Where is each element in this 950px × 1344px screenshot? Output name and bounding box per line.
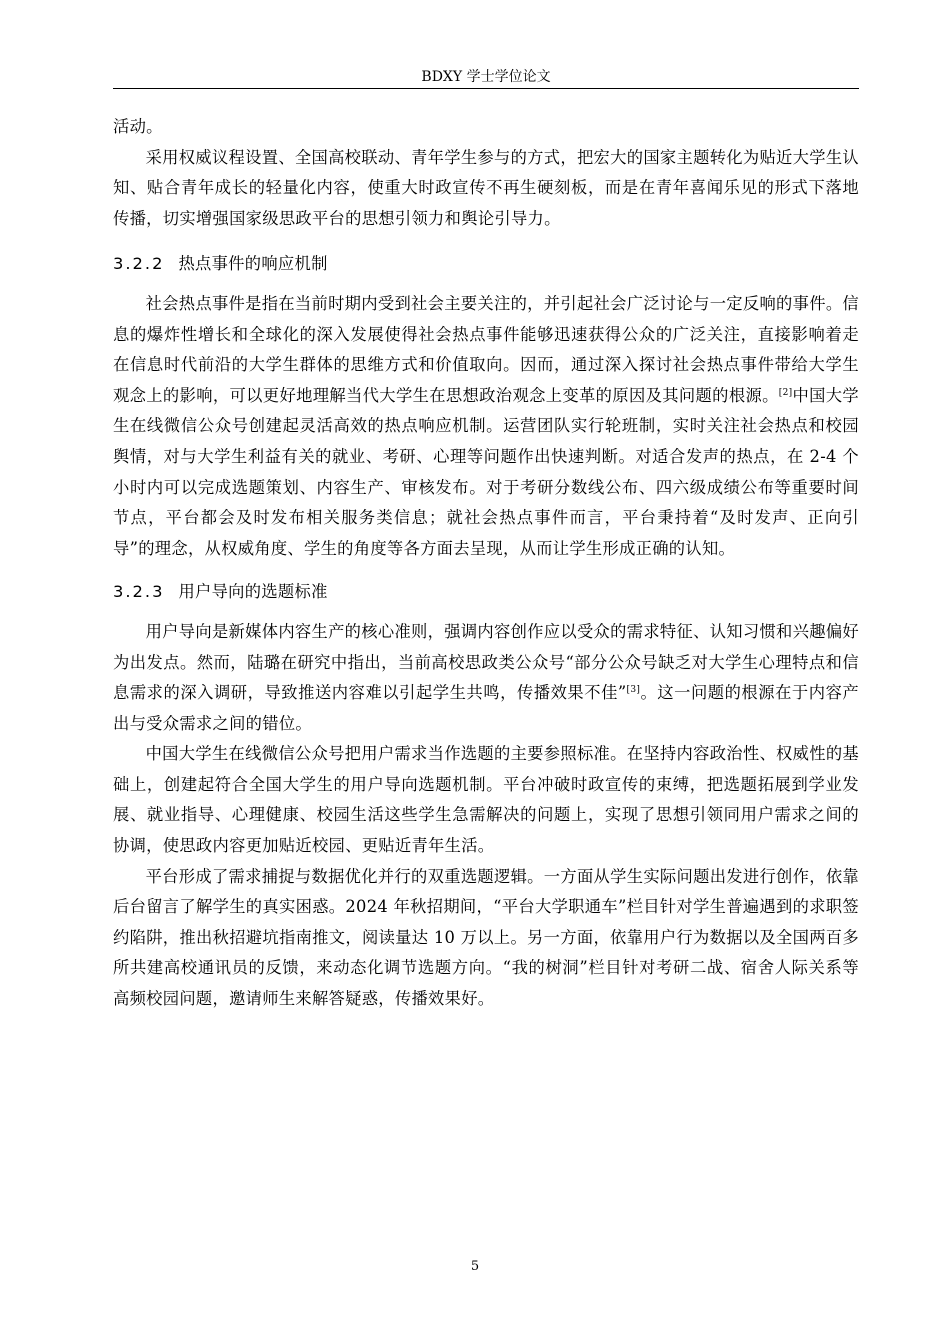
section-title: 用户导向的选题标准 — [178, 582, 328, 602]
paragraph — [113, 289, 859, 564]
section-heading-3-2-2 — [113, 249, 859, 280]
citation-ref: [2] — [778, 387, 793, 398]
paragraph — [113, 617, 859, 739]
paragraph: 平台形成了需求捕捉与数据优化并行的双重选题逻辑。一方面从学生实际问题出发进行创作，依靠后台留言了解学生的真实困惑。2024 年秋招期间，“平台大学职通车”栏目针对学生普遍遇到的求职签约陷阱，推出秋招避坑指南推文，阅读量达 10 万以上。另一方面，依靠用户行为数据以及全国两百多所共建高校通讯员的反馈，来动态化调节选题方向。“我的树洞”栏目针对考研二战、宿舍人际关系等高频校园问题，邀请师生来解答疑惑，传播效果好。 — [113, 866, 859, 1009]
paragraph: 中国大学生在线微信公众号把用户需求当作选题的主要参照标准。在坚持内容政治性、权威性的基础上，创建起符合全国大学生的用户导向选题机制。平台冲破时政宣传的束缚，把选题拓展到学业发展、就业指导、心理健康、校园生活这些学生急需解决的问题上，实现了思想引领同用户需求之间的协调，使思政内容更加贴近校园、更贴近青年生活。 — [113, 744, 859, 856]
paragraph-text: 中国大学生在线微信公众号创建起灵活高效的热点响应机制。运营团队实行轮班制，实时关注社会热点和校园舆情，对与大学生利益有关的就业、考研、心理等问题作出快速判断。对适合发声的热点，在 2-4 个小时内可以完成选题策划、内容生产、审核发布。对于考研分数线公布、四六级成绩公布等重要时间节点，平台都会及时发布相关服务类信息；就社会热点事件而言，平台秉持着“及时发声、正向引导”的理念，从权威角度、学生的角度等各方面去呈现，从而让学生形成正确的认知。 — [113, 385, 859, 558]
section-title: 热点事件的响应机制 — [178, 254, 328, 274]
section-heading-3-2-3 — [113, 577, 859, 608]
paragraph-text: 用户导向是新媒体内容生产的核心准则，强调内容创作应以受众的需求特征、认知习惯和兴趣偏好为出发点。然而，陆璐在研究中指出，当前高校思政类公众号“部分公众号缺乏对大学生心理特点和信息需求的深入调研，导致推送内容难以引起学生共鸣，传播效果不佳” — [113, 621, 859, 703]
paragraph: 采用权威议程设置、全国高校联动、青年学生参与的方式，把宏大的国家主题转化为贴近大学生认知、贴合青年成长的轻量化内容，使重大时政宣传不再生硬刻板，而是在青年喜闻乐见的形式下落地传播，切实增强国家级思政平台的思想引领力和舆论引导力。 — [113, 147, 859, 228]
paragraph-text: 。这一问题的根源在于内容产出与受众需求之间的错位。 — [113, 683, 859, 733]
body-text — [113, 112, 859, 1015]
citation-ref: [3] — [626, 685, 641, 696]
section-number: 3.2.3 — [113, 582, 165, 602]
paragraph: 活动。 — [113, 117, 163, 136]
section-number: 3.2.2 — [113, 254, 165, 274]
paragraph-text: 社会热点事件是指在当前时期内受到社会主要关注的，并引起社会广泛讨论与一定反响的事件。信息的爆炸性增长和全球化的深入发展使得社会热点事件能够迅速获得公众的广泛关注，直接影响着走在信息时代前沿的大学生群体的思维方式和价值取向。因而，通过深入探讨社会热点事件带给大学生观念上的影响，可以更好地理解当代大学生在思想政治观念上变革的原因及其问题的根源。 — [113, 293, 859, 405]
running-header: BDXY 学士学位论文 — [113, 67, 859, 89]
page-number: 5 — [470, 1259, 480, 1274]
